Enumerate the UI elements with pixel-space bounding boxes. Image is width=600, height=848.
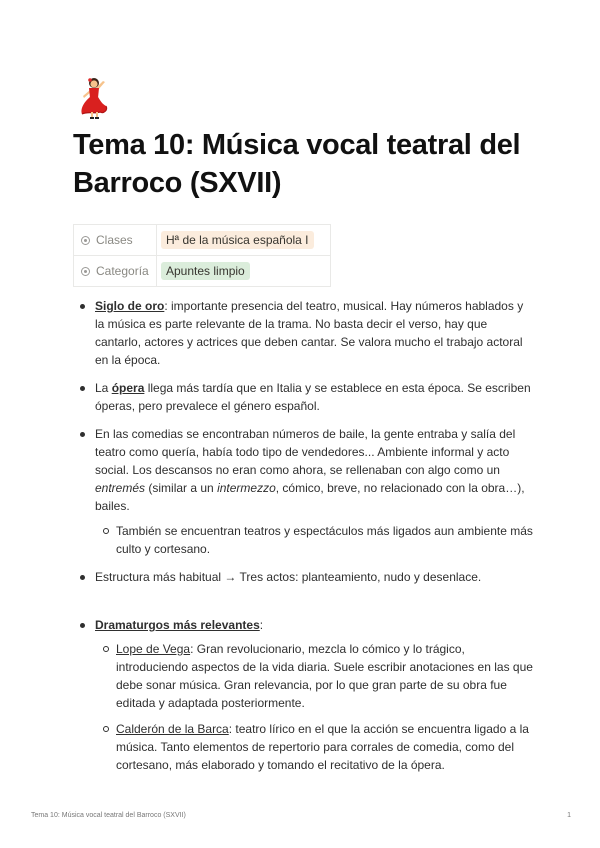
list-item [73, 616, 533, 774]
property-icon [81, 267, 90, 276]
page-footer [31, 812, 571, 819]
sub-list-item [95, 720, 533, 774]
bold-term: Siglo de oro [95, 299, 165, 313]
list-item [73, 297, 533, 369]
list-item [73, 568, 533, 586]
item-text: (similar a un [145, 481, 218, 495]
list-item [73, 425, 533, 558]
author-name: Lope de Vega [116, 642, 191, 656]
item-text: Estructura más habitual → Tres actos: planteamiento, nudo y desenlace. [95, 570, 482, 584]
flamenco-dancer-icon [74, 76, 114, 120]
properties-table [73, 224, 331, 287]
property-icon [81, 236, 90, 245]
author-name: Calderón de la Barca [116, 722, 229, 736]
tag-categoria[interactable]: Apuntes limpio [161, 262, 250, 280]
property-row [74, 225, 331, 256]
item-text: llega más tardía que en Italia y se establece en esta época. Se escriben óperas, pero prevalece el género español. [95, 381, 531, 413]
sub-list-item [95, 640, 533, 712]
item-text: : [259, 618, 264, 632]
sub-list [95, 522, 533, 558]
property-key [74, 256, 157, 287]
property-value[interactable] [157, 225, 331, 256]
italic-term: intermezzo [217, 481, 276, 495]
item-text: En las comedias se encontraban números de baile, la gente entraba y salía del teatro como quería, había todo tipo de vendedores... Ambiente informal y acto social. Los descansos no eran como ahora, se rellenaban con algo como un [95, 427, 516, 477]
page-title: Tema 10: Música vocal teatral del Barroco (SXVII) [73, 129, 521, 199]
property-key-label: Categoría [96, 264, 149, 278]
footer-title: Tema 10: Música vocal teatral del Barroco (SXVII) [31, 812, 186, 819]
item-text: , cómico, breve, no relacionado con la obra…), bailes. [95, 481, 525, 513]
content-list [73, 297, 533, 774]
property-key [74, 225, 157, 256]
property-row [74, 256, 331, 287]
property-value[interactable] [157, 256, 331, 287]
item-text: La [95, 381, 112, 395]
item-text: : importante presencia del teatro, musical. Hay números hablados y la música es parte relevante de la trama. No basta decir el verso, hay que cantarlo, actores y actrices que deben cantar. Se valora mucho el trabajo actoral en la época. [95, 299, 524, 367]
sub-list-item: También se encuentran teatros y espectáculos más ligados aun ambiente más culto y cortesano. [95, 522, 533, 558]
item-text: : Gran revolucionario, mezcla lo cómico y lo trágico, introduciendo aspectos de la vida diaria. Suele escribir anotaciones en las que debe sonar música. Gran relevancia, por lo que gran parte de su obra fue editada y adaptada posteriormente. [116, 642, 533, 710]
page-number: 1 [567, 812, 571, 819]
bold-term: Dramaturgos más relevantes [95, 618, 260, 632]
list-item [73, 379, 533, 415]
item-text: : teatro lírico en el que la acción se encuentra ligado a la música. Tanto elementos de repertorio para corrales de comedia, como del cortesano, más elaborado y tomando el recitativo de la ópera. [116, 722, 529, 772]
sub-list [95, 640, 533, 774]
tag-clases[interactable]: Hª de la música española I [161, 231, 314, 249]
property-key-label: Clases [96, 233, 133, 247]
bold-term: ópera [111, 381, 145, 395]
italic-term: entremés [95, 481, 146, 495]
